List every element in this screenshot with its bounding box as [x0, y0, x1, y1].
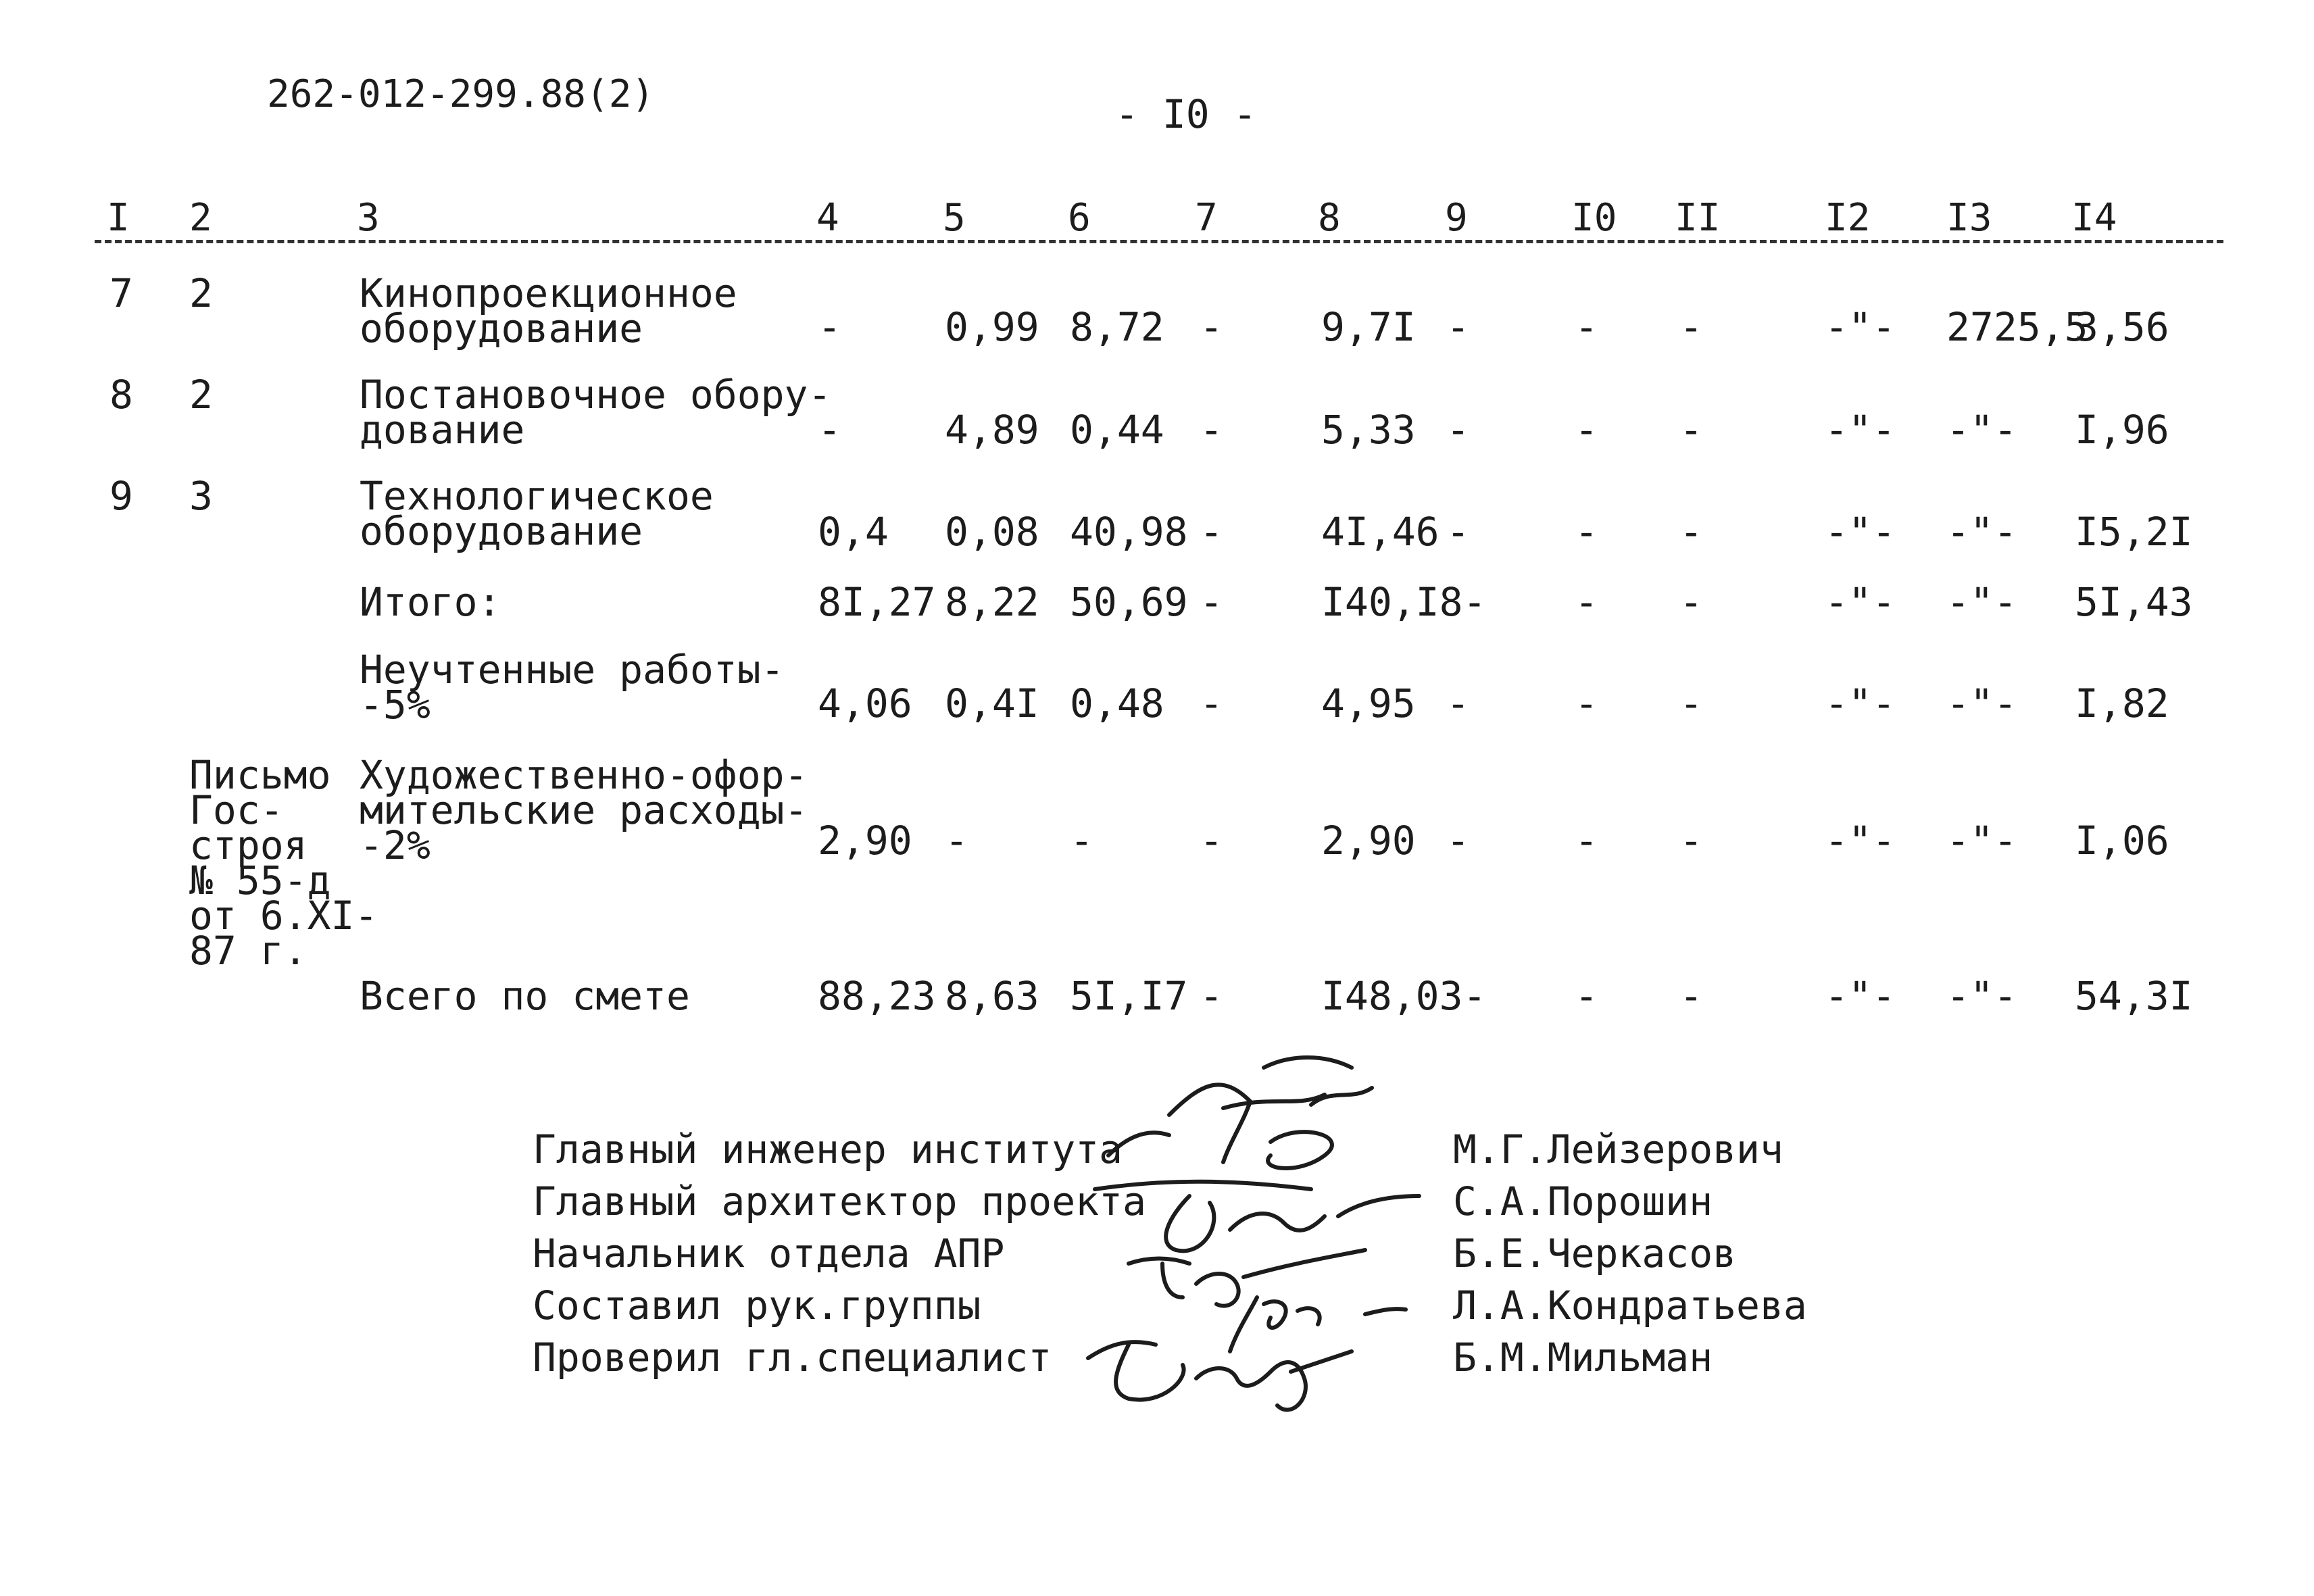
cell-col-10: -: [1575, 509, 1598, 555]
cell-col-14: I,82: [2075, 680, 2169, 726]
signature-milman: [1088, 1342, 1352, 1410]
cell-col-8: 4I,46: [1321, 509, 1439, 555]
cell-col-3-line: Итого:: [360, 579, 501, 625]
cell-col-2-line: 87 г.: [189, 928, 307, 974]
cell-col-4: -: [818, 407, 841, 453]
cell-col-13: 2725,5: [1946, 304, 2088, 350]
cell-col-6: 0,44: [1070, 407, 1164, 453]
signature-leyzerovich: [1108, 1057, 1372, 1168]
cell-col-13: -"-: [1946, 579, 2017, 625]
signature-poroshin: [1095, 1182, 1419, 1251]
cell-col-9: -: [1446, 680, 1470, 726]
cell-col-11: -: [1679, 973, 1703, 1019]
signature-cherkasov: [1129, 1250, 1365, 1306]
cell-col-13: -"-: [1946, 509, 2017, 555]
cell-col-2: 2: [189, 270, 213, 316]
cell-col-9: -: [1446, 304, 1470, 350]
cell-col-6: 40,98: [1070, 509, 1188, 555]
column-header-13: I3: [1946, 196, 1992, 240]
signatory-role: Проверил гл.специалист: [533, 1335, 1052, 1380]
cell-col-12: -"-: [1825, 680, 1896, 726]
cell-col-9: -: [1446, 509, 1470, 555]
cell-col-10: -: [1575, 973, 1598, 1019]
cell-col-3-line: мительские расходы-: [360, 787, 808, 833]
cell-col-4: -: [818, 304, 841, 350]
cell-col-6: -: [1070, 818, 1093, 864]
cell-col-14: 5I,43: [2075, 579, 2193, 625]
cell-col-14: 3,56: [2075, 304, 2169, 350]
document-code: 262-012-299.88(2): [267, 72, 655, 116]
cell-col-14: I,96: [2075, 407, 2169, 453]
cell-col-12: -"-: [1825, 973, 1896, 1019]
signatory-name: Л.А.Кондратьева: [1453, 1282, 1807, 1328]
cell-col-10: -: [1575, 680, 1598, 726]
column-header-11: II: [1675, 196, 1721, 240]
cell-col-2-line: Письмо: [189, 752, 331, 798]
cell-col-12: -"-: [1825, 304, 1896, 350]
cell-col-3-line: Кинопроекционное: [360, 270, 737, 316]
cell-col-9: -: [1446, 818, 1470, 864]
cell-col-11: -: [1679, 818, 1703, 864]
cell-col-2: 2: [189, 372, 213, 418]
signatory-name: Б.Е.Черкасов: [1453, 1230, 1737, 1276]
cell-col-4: 2,90: [818, 818, 912, 864]
cell-col-4: 8I,27: [818, 579, 936, 625]
column-header-5: 5: [943, 196, 966, 240]
cell-col-11: -: [1679, 304, 1703, 350]
cell-col-9: -: [1446, 407, 1470, 453]
cell-col-14: I,06: [2075, 818, 2169, 864]
cell-col-4: 0,4: [818, 509, 889, 555]
cell-col-12: -"-: [1825, 818, 1896, 864]
cell-col-14: I5,2I: [2075, 509, 2193, 555]
cell-col-10: -: [1575, 579, 1598, 625]
cell-col-7: -: [1200, 680, 1223, 726]
cell-col-6: 50,69: [1070, 579, 1188, 625]
header-divider: [95, 240, 2223, 243]
cell-col-7: -: [1200, 304, 1223, 350]
cell-col-6: 8,72: [1070, 304, 1164, 350]
cell-col-11: -: [1679, 680, 1703, 726]
cell-col-6: 5I,I7: [1070, 973, 1188, 1019]
signatory-role: Главный архитектор проекта: [533, 1178, 1146, 1224]
cell-col-11: -: [1679, 509, 1703, 555]
cell-col-3-line: Технологическое: [360, 473, 714, 519]
cell-col-4: 88,23: [818, 973, 936, 1019]
cell-col-3-line: Постановочное обору-: [360, 372, 832, 418]
signatory-role: Составил рук.группы: [533, 1282, 981, 1328]
cell-col-8: I48,03-: [1321, 973, 1487, 1019]
cell-col-5: 0,4I: [945, 680, 1039, 726]
signature-scribbles: [1068, 1041, 1446, 1419]
column-header-1: I: [107, 196, 130, 240]
cell-col-3-line: Художественно-офор-: [360, 752, 808, 798]
cell-col-14: 54,3I: [2075, 973, 2193, 1019]
column-header-3: 3: [357, 196, 380, 240]
cell-col-3-line: дование: [360, 407, 525, 453]
cell-col-3-line: Всего по смете: [360, 973, 690, 1019]
column-header-2: 2: [189, 196, 212, 240]
cell-col-3-line: -5%: [360, 682, 430, 728]
column-header-6: 6: [1068, 196, 1091, 240]
cell-col-8: 5,33: [1321, 407, 1416, 453]
cell-col-3-line: оборудование: [360, 508, 643, 554]
cell-col-1: 9: [109, 473, 133, 519]
cell-col-12: -"-: [1825, 509, 1896, 555]
cell-col-8: I40,I8-: [1321, 579, 1487, 625]
column-header-8: 8: [1318, 196, 1341, 240]
cell-col-1: 8: [109, 372, 133, 418]
signature-kondratieva: [1230, 1297, 1406, 1351]
signatory-name: С.А.Порошин: [1453, 1178, 1713, 1224]
cell-col-7: -: [1200, 579, 1223, 625]
cell-col-13: -"-: [1946, 818, 2017, 864]
cell-col-2: 3: [189, 473, 213, 519]
cell-col-5: -: [945, 818, 968, 864]
column-header-14: I4: [2071, 196, 2117, 240]
cell-col-13: -"-: [1946, 973, 2017, 1019]
column-header-4: 4: [816, 196, 839, 240]
cell-col-3-line: -2%: [360, 822, 430, 868]
cell-col-8: 2,90: [1321, 818, 1416, 864]
cell-col-5: 0,08: [945, 509, 1039, 555]
column-header-12: I2: [1825, 196, 1871, 240]
signatory-role: Главный инженер института: [533, 1126, 1123, 1172]
cell-col-2-line: Гос-: [189, 787, 284, 833]
cell-col-12: -"-: [1825, 407, 1896, 453]
column-header-9: 9: [1445, 196, 1468, 240]
cell-col-2-line: от 6.XI-: [189, 893, 378, 939]
cell-col-2-line: № 55-д: [189, 857, 331, 903]
signatory-name: Б.М.Мильман: [1453, 1335, 1713, 1380]
page-number: - I0 -: [1115, 91, 1257, 137]
cell-col-4: 4,06: [818, 680, 912, 726]
cell-col-13: -"-: [1946, 680, 2017, 726]
cell-col-11: -: [1679, 579, 1703, 625]
cell-col-7: -: [1200, 973, 1223, 1019]
cell-col-12: -"-: [1825, 579, 1896, 625]
column-header-7: 7: [1195, 196, 1218, 240]
cell-col-3-line: оборудование: [360, 305, 643, 351]
cell-col-3-line: Неучтенные работы-: [360, 647, 785, 693]
cell-col-6: 0,48: [1070, 680, 1164, 726]
cell-col-5: 4,89: [945, 407, 1039, 453]
cell-col-2-line: строя: [189, 822, 307, 868]
cell-col-8: 4,95: [1321, 680, 1416, 726]
cell-col-1: 7: [109, 270, 133, 316]
cell-col-13: -"-: [1946, 407, 2017, 453]
cell-col-5: 0,99: [945, 304, 1039, 350]
cell-col-10: -: [1575, 407, 1598, 453]
signatory-role: Начальник отдела АПР: [533, 1230, 1005, 1276]
cell-col-7: -: [1200, 509, 1223, 555]
cell-col-5: 8,63: [945, 973, 1039, 1019]
cell-col-7: -: [1200, 407, 1223, 453]
column-header-10: I0: [1571, 196, 1617, 240]
cell-col-8: 9,7I: [1321, 304, 1416, 350]
cell-col-10: -: [1575, 818, 1598, 864]
cell-col-11: -: [1679, 407, 1703, 453]
cell-col-7: -: [1200, 818, 1223, 864]
signatory-name: М.Г.Лейзерович: [1453, 1126, 1783, 1172]
cell-col-5: 8,22: [945, 579, 1039, 625]
cell-col-10: -: [1575, 304, 1598, 350]
